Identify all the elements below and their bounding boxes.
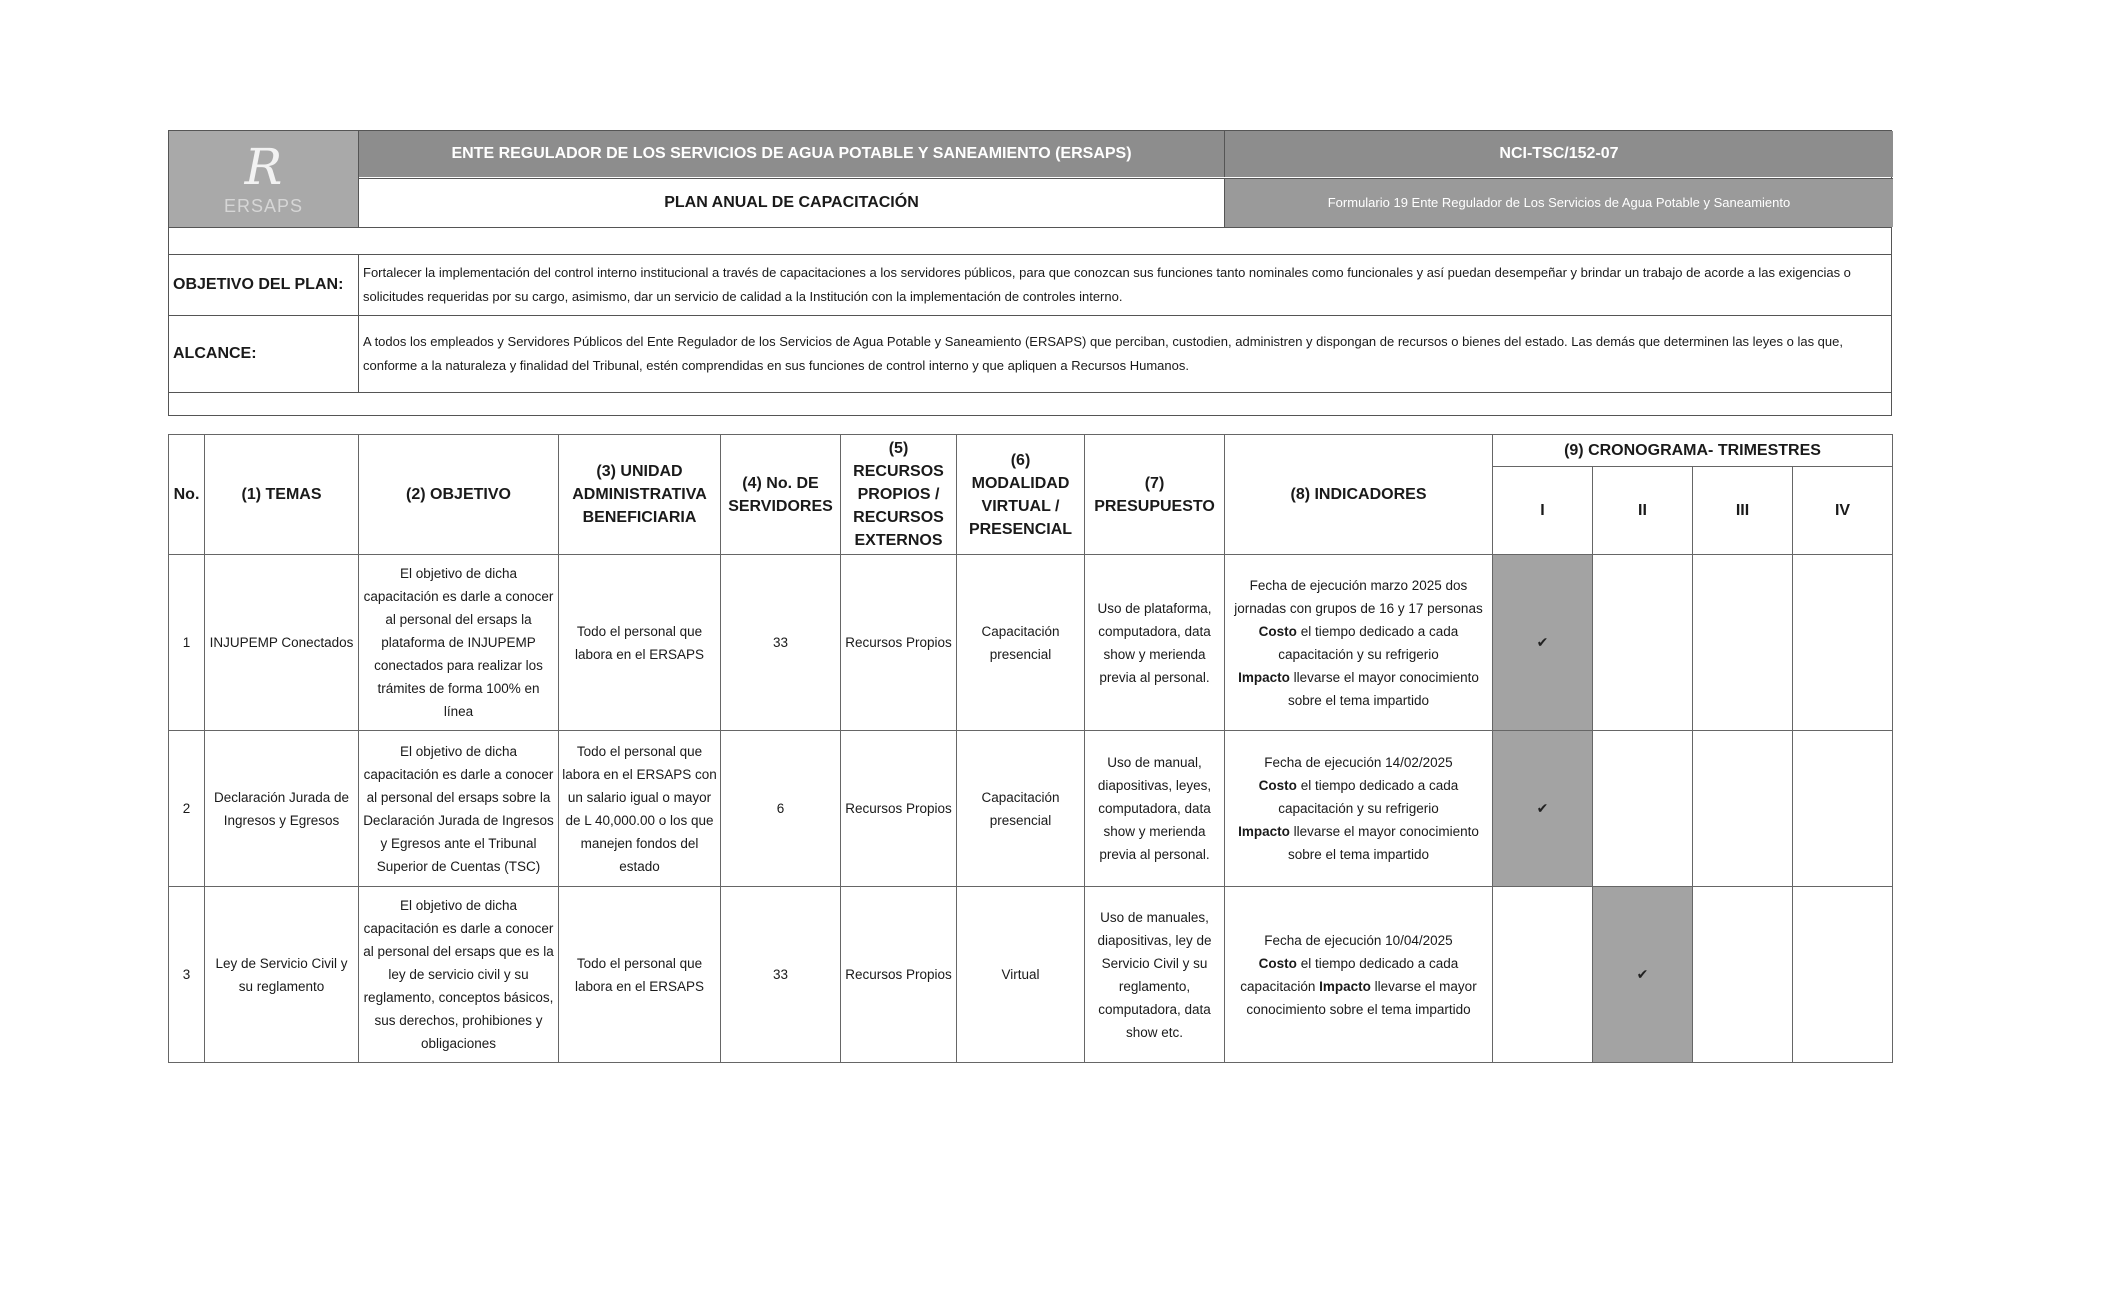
cell-indicadores bbox=[1225, 555, 1493, 731]
spacer bbox=[168, 393, 1892, 416]
cell-objetivo: El objetivo de dicha capacitación es darle a conocer al personal del ersaps sobre la Declaración Jurada de Ingresos y Egresos ante el Tribunal Superior de Cuentas (TSC) bbox=[359, 731, 559, 887]
col-quarter-1: I bbox=[1493, 467, 1593, 555]
quarter-cell-iii bbox=[1693, 887, 1793, 1063]
quarter-cell-i bbox=[1493, 731, 1593, 887]
alcance-text: A todos los empleados y Servidores Públicos del Ente Regulador de los Servicios de Agua Potable y Saneamiento (ERSAPS) que perciban, custodien, administren y dispongan de recursos o bienes del estado. Las demás que determinen las leyes o las que, conforme a la naturaleza y finalidad del Tribunal, estén comprendidas en sus funciones de control interno y que apliquen a Recursos Humanos. bbox=[363, 334, 1843, 373]
check-icon: ✔ bbox=[1536, 800, 1549, 816]
cell-no: 3 bbox=[169, 887, 205, 1063]
impact-label: Impacto bbox=[1238, 824, 1290, 839]
form-label: Formulario 19 Ente Regulador de Los Servicios de Agua Potable y Saneamiento bbox=[1225, 178, 1893, 227]
cell-objetivo: El objetivo de dicha capacitación es darle a conocer al personal del ersaps la plataforma de INJUPEMP conectados para realizar los trámites de forma 100% en línea bbox=[359, 555, 559, 731]
cell-tema: INJUPEMP Conectados bbox=[205, 555, 359, 731]
impact-text: llevarse el mayor conocimiento sobre el tema impartido bbox=[1287, 824, 1479, 862]
col-quarter-3: III bbox=[1693, 467, 1793, 555]
quarter-cell-i bbox=[1493, 555, 1593, 731]
col-no: No. bbox=[169, 435, 205, 555]
quarter-cell-ii bbox=[1593, 887, 1693, 1063]
alcance-label: ALCANCE: bbox=[169, 316, 359, 392]
col-servidores: (4) No. DE SERVIDORES bbox=[721, 435, 841, 555]
impact-text: llevarse el mayor conocimiento sobre el tema impartido bbox=[1287, 669, 1479, 708]
col-temas: (1) TEMAS bbox=[205, 435, 359, 555]
cell-modalidad: Capacitación presencial bbox=[957, 555, 1085, 731]
cell-modalidad: Virtual bbox=[957, 887, 1085, 1063]
cell-tema: Declaración Jurada de Ingresos y Egresos bbox=[205, 731, 359, 887]
cell-presupuesto: Uso de manual, diapositivas, leyes, computadora, data show y merienda previa al personal. bbox=[1085, 731, 1225, 887]
cost-label: Costo bbox=[1258, 623, 1297, 639]
plan-sheet bbox=[168, 130, 1892, 1063]
cost-text: el tiempo dedicado a cada capacitación bbox=[1240, 955, 1459, 994]
logo-mark: R bbox=[244, 137, 283, 196]
col-recursos: (5) RECURSOS PROPIOS / RECURSOS EXTERNOS bbox=[841, 435, 957, 555]
col-quarter-4: IV bbox=[1793, 467, 1893, 555]
impact-label: Impacto bbox=[1238, 669, 1290, 685]
cell-servidores: 6 bbox=[721, 731, 841, 887]
cell-tema: Ley de Servicio Civil y su reglamento bbox=[205, 887, 359, 1063]
quarter-cell-i bbox=[1493, 887, 1593, 1063]
cost-label: Costo bbox=[1258, 955, 1297, 971]
cell-indicadores bbox=[1225, 731, 1493, 887]
logo-text: ERSAPS bbox=[223, 195, 304, 216]
cell-no: 2 bbox=[169, 731, 205, 887]
cell-servidores: 33 bbox=[721, 887, 841, 1063]
quarter-cell-ii bbox=[1593, 555, 1693, 731]
col-objetivo: (2) OBJETIVO bbox=[359, 435, 559, 555]
col-modalidad: (6) MODALIDAD VIRTUAL / PRESENCIAL bbox=[957, 435, 1085, 555]
quarter-cell-ii bbox=[1593, 731, 1693, 887]
cell-unidad: Todo el personal que labora en el ERSAPS bbox=[559, 555, 721, 731]
cell-unidad: Todo el personal que labora en el ERSAPS bbox=[559, 887, 721, 1063]
col-unidad: (3) UNIDAD ADMINISTRATIVA BENEFICIARIA bbox=[559, 435, 721, 555]
indicator-cost bbox=[1228, 620, 1489, 666]
cell-indicadores bbox=[1225, 887, 1493, 1063]
objetivo-section bbox=[168, 254, 1892, 316]
indicator-impact bbox=[1228, 820, 1489, 866]
alcance-section bbox=[168, 316, 1892, 393]
impact-text: llevarse el mayor conocimiento sobre el tema impartido bbox=[1246, 978, 1477, 1017]
cell-servidores: 33 bbox=[721, 555, 841, 731]
cost-text: el tiempo dedicado a cada capacitación y su refrigerio bbox=[1278, 778, 1459, 816]
indicator-date: Fecha de ejecución marzo 2025 dos jornadas con grupos de 16 y 17 personas bbox=[1234, 577, 1483, 616]
ersaps-logo bbox=[169, 131, 359, 227]
table-row bbox=[169, 887, 1893, 1063]
objetivo-text: Fortalecer la implementación del control interno institucional a través de capacitaciones a los servidores públicos, para que conozcan sus funciones tanto nominales como funcionales y así puedan desempeñar y brindar un trabajo de acorde a las exigencias o solicitudes requeridas por su cargo, asimismo, dar un servicio de calidad a la Institución con la implementación de controles interno. bbox=[363, 265, 1851, 304]
indicator-cost bbox=[1228, 774, 1489, 820]
quarter-cell-iv bbox=[1793, 887, 1893, 1063]
plan-title: PLAN ANUAL DE CAPACITACIÓN bbox=[359, 178, 1225, 227]
entity-name: ENTE REGULADOR DE LOS SERVICIOS DE AGUA POTABLE Y SANEAMIENTO (ERSAPS) bbox=[359, 131, 1225, 177]
quarter-cell-iv bbox=[1793, 731, 1893, 887]
cell-no: 1 bbox=[169, 555, 205, 731]
indicator-date: Fecha de ejecución 10/04/2025 bbox=[1264, 932, 1453, 948]
document-header bbox=[168, 130, 1892, 228]
indicator-date: Fecha de ejecución 14/02/2025 bbox=[1264, 755, 1453, 770]
cell-presupuesto: Uso de plataforma, computadora, data show y merienda previa al personal. bbox=[1085, 555, 1225, 731]
cell-recursos: Recursos Propios bbox=[841, 731, 957, 887]
cell-objetivo: El objetivo de dicha capacitación es darle a conocer al personal del ersaps que es la ley de servicio civil y su reglamento, conceptos básicos, sus derechos, prohibiones y obligaciones bbox=[359, 887, 559, 1063]
col-cronograma: (9) CRONOGRAMA- TRIMESTRES bbox=[1493, 435, 1893, 467]
table-row bbox=[169, 731, 1893, 887]
quarter-cell-iii bbox=[1693, 731, 1793, 887]
check-icon: ✔ bbox=[1636, 966, 1649, 982]
col-presupuesto: (7) PRESUPUESTO bbox=[1085, 435, 1225, 555]
cell-modalidad: Capacitación presencial bbox=[957, 731, 1085, 887]
cell-recursos: Recursos Propios bbox=[841, 887, 957, 1063]
spacer bbox=[168, 228, 1892, 254]
cell-unidad: Todo el personal que labora en el ERSAPS con un salario igual o mayor de L 40,000.00 o los que manejen fondos del estado bbox=[559, 731, 721, 887]
header-row bbox=[169, 435, 1893, 467]
indicator-impact bbox=[1228, 666, 1489, 712]
col-indicadores: (8) INDICADORES bbox=[1225, 435, 1493, 555]
indicator-cost bbox=[1228, 952, 1489, 1021]
cell-recursos: Recursos Propios bbox=[841, 555, 957, 731]
impact-label: Impacto bbox=[1319, 978, 1371, 994]
quarter-cell-iii bbox=[1693, 555, 1793, 731]
form-code: NCI-TSC/152-07 bbox=[1225, 131, 1893, 177]
col-quarter-2: II bbox=[1593, 467, 1693, 555]
cost-label: Costo bbox=[1258, 778, 1297, 793]
objetivo-label: OBJETIVO DEL PLAN: bbox=[169, 255, 359, 315]
training-plan-table bbox=[168, 434, 1893, 1063]
quarter-cell-iv bbox=[1793, 555, 1893, 731]
table-row bbox=[169, 555, 1893, 731]
cost-text: el tiempo dedicado a cada capacitación y su refrigerio bbox=[1278, 623, 1459, 662]
check-icon: ✔ bbox=[1536, 634, 1549, 650]
cell-presupuesto: Uso de manuales, diapositivas, ley de Servicio Civil y su reglamento, computadora, data show etc. bbox=[1085, 887, 1225, 1063]
